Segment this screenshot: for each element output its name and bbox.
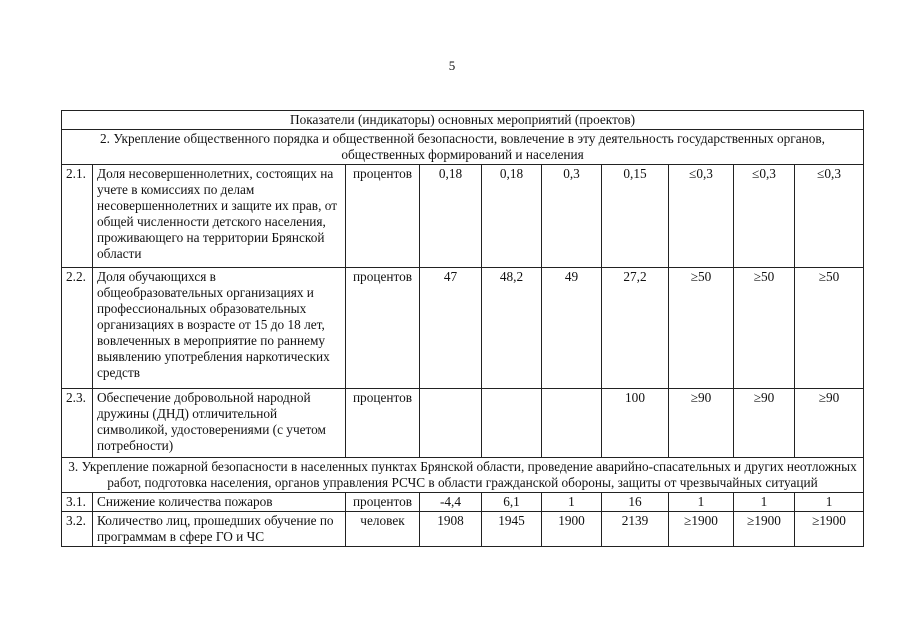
value-cell: ≥50 bbox=[669, 268, 734, 389]
value-cell bbox=[482, 389, 542, 458]
page-number: 5 bbox=[448, 58, 456, 73]
section-2-heading: 2. Укрепление общественного порядка и общественной безопасности, вовлечение в эту деятельность государственных органов, общественных формирований и населения bbox=[62, 130, 864, 165]
value-cell: 100 bbox=[602, 389, 669, 458]
value-cell: ≥50 bbox=[795, 268, 864, 389]
section-2-row bbox=[62, 130, 864, 165]
value-cell: -4,4 bbox=[420, 493, 482, 512]
value-cell: 47 bbox=[420, 268, 482, 389]
value-cell: ≤0,3 bbox=[669, 165, 734, 268]
row-number: 3.2. bbox=[62, 512, 93, 547]
row-number: 2.2. bbox=[62, 268, 93, 389]
value-cell: ≥50 bbox=[734, 268, 795, 389]
value-cell: 6,1 bbox=[482, 493, 542, 512]
row-number: 2.1. bbox=[62, 165, 93, 268]
table-row bbox=[62, 493, 864, 512]
value-cell: ≤0,3 bbox=[795, 165, 864, 268]
value-cell: 16 bbox=[602, 493, 669, 512]
indicator-name: Обеспечение добровольной народной дружины (ДНД) отличительной символикой, удостоверениями (с учетом потребности) bbox=[93, 389, 346, 458]
row-number: 2.3. bbox=[62, 389, 93, 458]
value-cell: ≥90 bbox=[795, 389, 864, 458]
table-row bbox=[62, 389, 864, 458]
value-cell: ≥90 bbox=[734, 389, 795, 458]
value-cell: ≥1900 bbox=[795, 512, 864, 547]
value-cell: 27,2 bbox=[602, 268, 669, 389]
value-cell: 1 bbox=[734, 493, 795, 512]
indicator-name: Снижение количества пожаров bbox=[93, 493, 346, 512]
value-cell bbox=[420, 389, 482, 458]
value-cell: 2139 bbox=[602, 512, 669, 547]
value-cell: ≥90 bbox=[669, 389, 734, 458]
value-cell: 1945 bbox=[482, 512, 542, 547]
value-cell: 0,18 bbox=[482, 165, 542, 268]
unit: процентов bbox=[346, 493, 420, 512]
unit: процентов bbox=[346, 165, 420, 268]
value-cell bbox=[542, 389, 602, 458]
indicator-name: Количество лиц, прошедших обучение по программам в сфере ГО и ЧС bbox=[93, 512, 346, 547]
value-cell: 1 bbox=[795, 493, 864, 512]
indicator-name: Доля обучающихся в общеобразовательных организациях и профессиональных образовательных организациях в возрасте от 15 до 18 лет, вовлеченных в мероприятие по раннему выявлению употребления наркотических средств bbox=[93, 268, 346, 389]
value-cell: 1 bbox=[669, 493, 734, 512]
section-3-heading: 3. Укрепление пожарной безопасности в населенных пунктах Брянской области, проведение аварийно-спасательных и других неотложных работ, подготовка населения, органов управления РСЧС в области гражданской обороны, защиты от чрезвычайных ситуаций bbox=[62, 458, 864, 493]
value-cell: ≥1900 bbox=[669, 512, 734, 547]
value-cell: 0,3 bbox=[542, 165, 602, 268]
indicators-table bbox=[61, 110, 864, 547]
table-title: Показатели (индикаторы) основных мероприятий (проектов) bbox=[62, 111, 864, 130]
unit: человек bbox=[346, 512, 420, 547]
value-cell: 1908 bbox=[420, 512, 482, 547]
value-cell: 48,2 bbox=[482, 268, 542, 389]
value-cell: 1900 bbox=[542, 512, 602, 547]
unit: процентов bbox=[346, 389, 420, 458]
value-cell: ≥1900 bbox=[734, 512, 795, 547]
value-cell: 49 bbox=[542, 268, 602, 389]
unit: процентов bbox=[346, 268, 420, 389]
value-cell: ≤0,3 bbox=[734, 165, 795, 268]
table-row bbox=[62, 268, 864, 389]
indicator-name: Доля несовершеннолетних, состоящих на учете в комиссиях по делам несовершеннолетних и защите их прав, от общей численности детского населения, проживающего на территории Брянской области bbox=[93, 165, 346, 268]
value-cell: 0,15 bbox=[602, 165, 669, 268]
value-cell: 1 bbox=[542, 493, 602, 512]
table-row bbox=[62, 165, 864, 268]
table-row bbox=[62, 512, 864, 547]
value-cell: 0,18 bbox=[420, 165, 482, 268]
table-title-row bbox=[62, 111, 864, 130]
row-number: 3.1. bbox=[62, 493, 93, 512]
section-3-row bbox=[62, 458, 864, 493]
